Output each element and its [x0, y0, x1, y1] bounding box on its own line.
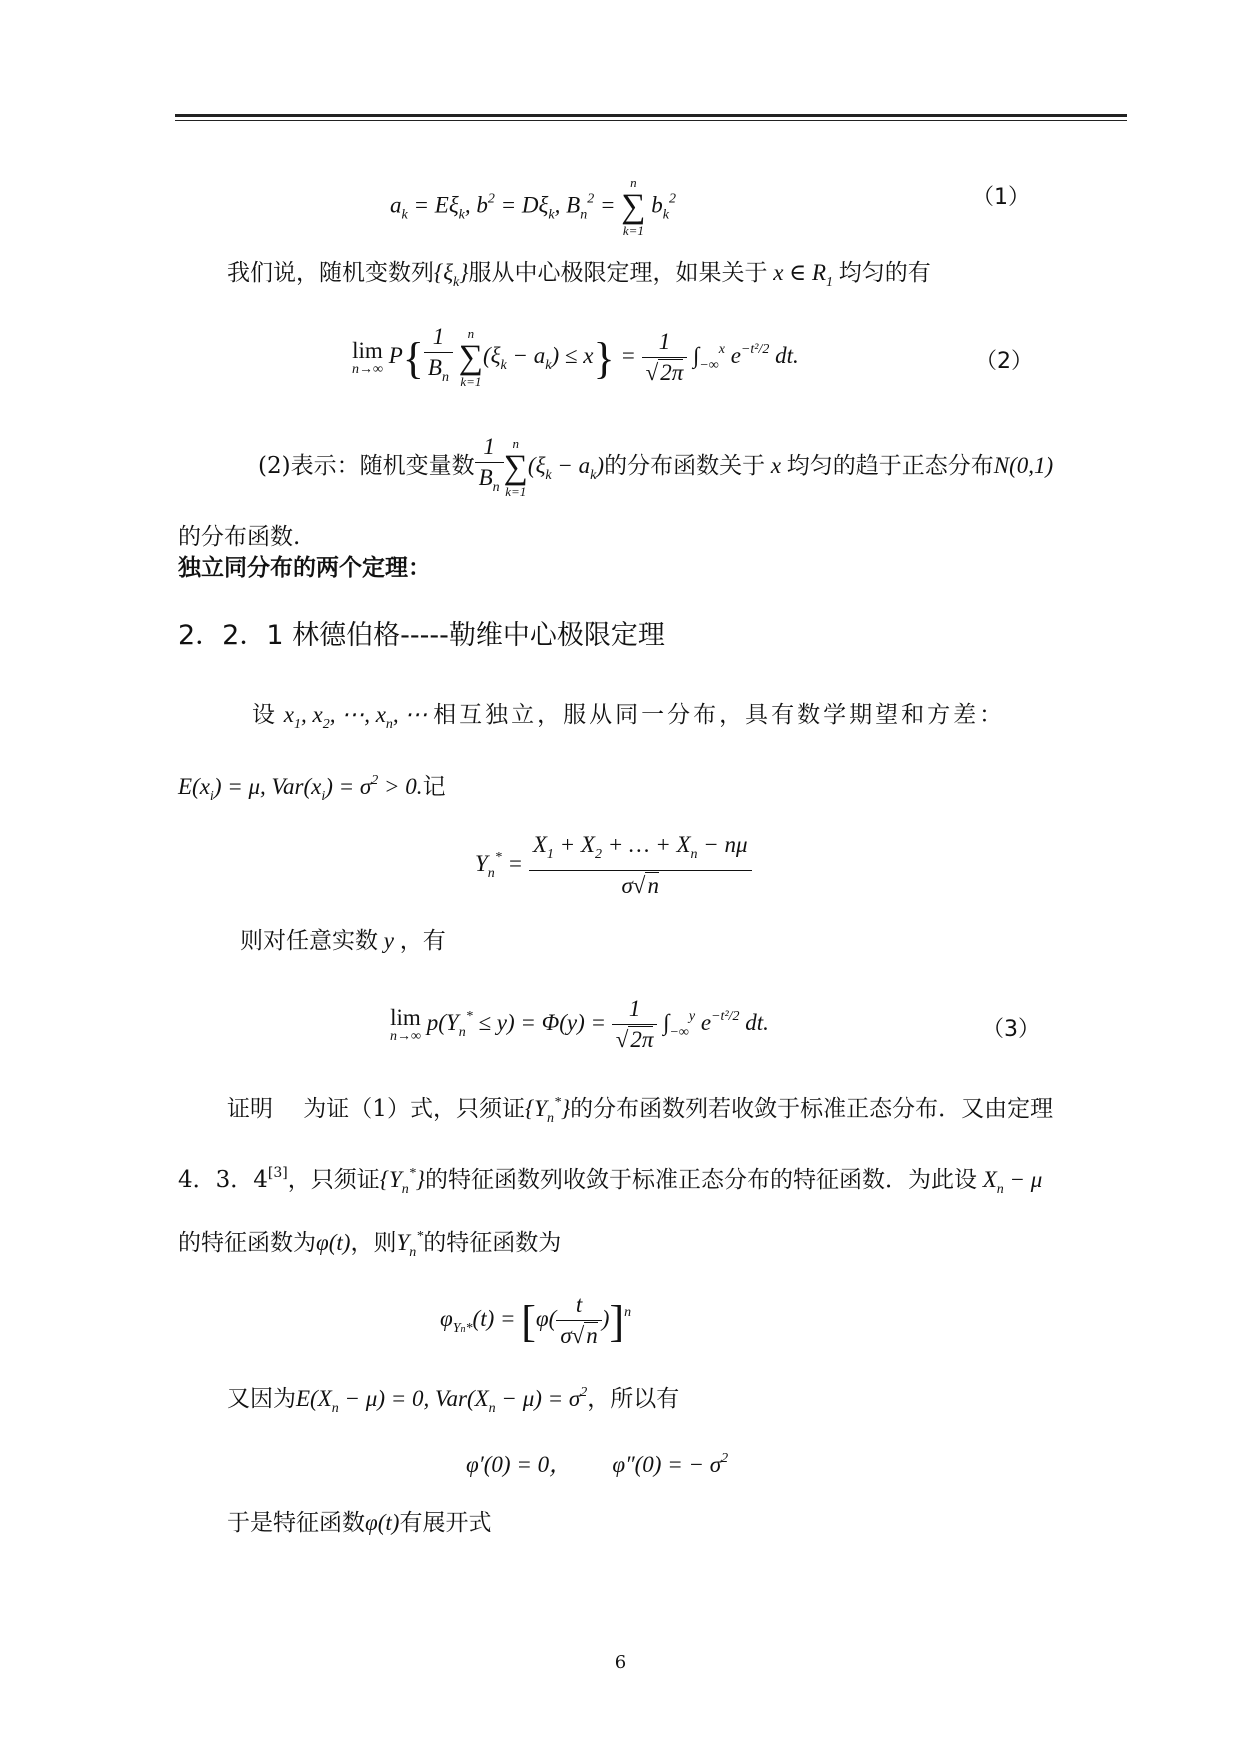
citation-ref: [3] [267, 1165, 288, 1181]
equation-number-2: （2） [975, 349, 1033, 374]
text-p7c: 的特征函数为 [423, 1230, 562, 1256]
text-p6a: 4．3．4 [178, 1167, 268, 1193]
text-p9b: 有展开式 [399, 1510, 492, 1536]
paragraph-moments: 又因为$E(X_n - \mu) = 0$, $Var(X_n - \mu) = \sigma^2$，所以有 [227, 1385, 680, 1416]
text-p5a: 证明 为证（1）式，只须证 [227, 1096, 525, 1122]
text-p2c: 均匀的趋于正态分布 [786, 452, 994, 479]
text-p3a: 设 [252, 702, 278, 728]
equation-yn-definition: $Y_n^*$ = $\frac{X_1 + X_2 + \dots + X_n - n\mu}{\sigma√n}$ [475, 830, 752, 901]
text-p7b: ，则 [350, 1230, 397, 1256]
paragraph-clt-definition: 我们说，随机变数列$\{\xi_k\}$服从中心极限定理，如果关于 x ∈ $R_1$ 均匀的有 [227, 260, 931, 290]
equation-number-3: （3） [982, 1017, 1040, 1042]
equation-number-1: （1） [972, 185, 1030, 210]
text-p2a: (2)表示：随机变量数 [258, 452, 475, 479]
text-p1c: 均匀的有 [838, 260, 931, 286]
paragraph-assumption-2: $E(x_i) = \mu$, $Var(x_i) = \sigma^2 > 0$.记 [178, 773, 446, 804]
equation-2: lim n→∞ P{ $\frac{1}{B_n}$ n ∑ k=1 $(\xi_k - a_k) \le x$} = $\frac{1}{√2\pi}$ $\int_{-\infty}^x$ $e^{-t^2/2}$ dt. [352, 324, 799, 389]
text-p8a: 又因为 [227, 1386, 296, 1412]
section-heading: 2．2．1 林德伯格-----勒维中心极限定理 [178, 620, 665, 651]
text-p6c: 的特征函数列收敛于标准正态分布的特征函数．为此设 [424, 1167, 977, 1193]
text-p1b: 服从中心极限定理，如果关于 [468, 260, 768, 286]
paragraph-proof-2: 4．3．4[3]，只须证$\{Y_n^*\}$的特征函数列收敛于标准正态分布的特征函数．为此设 $X_n - \mu$ [178, 1165, 1043, 1197]
page-number: 6 [614, 1652, 627, 1673]
paragraph-assumption: 设 $x_1$, $x_2$, ⋯, $x_n$, ⋯ 相互独立，服从同一分布，具有数学期望和方差： [252, 702, 1006, 732]
text-p8b: ，所以有 [587, 1386, 680, 1412]
text-p4b: ，有 [399, 928, 446, 954]
paragraph-proof: 证明 为证（1）式，只须证$\{Y_n^*\}$的分布函数列若收敛于标准正态分布．又由定理 [227, 1095, 1054, 1126]
text-p5b: 的分布函数列若收敛于标准正态分布．又由定理 [570, 1096, 1054, 1122]
paragraph-proof-3: 的特征函数为φ(t)，则$Y_n^*$的特征函数为 [178, 1229, 562, 1260]
header-rule-thin [175, 120, 1127, 121]
equation-phi-yn: $\varphi_{Yn*}(t) = [\varphi$( $\frac{t}{\sigma√n}$ )]$^n$ [440, 1292, 632, 1348]
paragraph-eq2-explanation: (2)表示：随机变量数 $\frac{1}{B_n}$ n ∑ k=1 $(\xi_k - a_k)$的分布函数关于 x 均匀的趋于正态分布N(0,1) [258, 434, 1054, 499]
equation-1: $a_k = E\xi_k$, $b^2 = D\xi_k$, $B_n^2$ = n ∑ k=1 $b_k^2$ [390, 175, 676, 238]
bold-subheading: 独立同分布的两个定理： [178, 555, 431, 581]
text-p9: 于是特征函数 [227, 1510, 365, 1536]
paragraph-expansion: 于是特征函数φ(t)有展开式 [227, 1510, 492, 1536]
text-p6b: ，只须证 [287, 1167, 380, 1193]
equation-phi-derivatives: φ′(0) = 0， φ″(0) = − $\sigma^2$ [466, 1451, 729, 1477]
equation-3: lim n→∞ $p(Y_n^* \le y) = \Phi(y)$ = $\frac{1}{√2\pi}$ $\int_{-\infty}^y$ $e^{-t^2/2}$ dt. [390, 996, 769, 1052]
text-p2b: 的分布函数关于 [604, 452, 766, 479]
paragraph-any-y: 则对任意实数 y ，有 [240, 928, 446, 954]
text-p2d: 的分布函数. [178, 524, 301, 550]
text-p7a: 的特征函数为 [178, 1230, 316, 1256]
text-p3b: 相互独立，服从同一分布，具有数学期望和方差： [433, 702, 1006, 728]
text-p4: 则对任意实数 [240, 928, 378, 954]
text-p1: 我们说，随机变数列 [227, 260, 434, 286]
header-rule-thick [175, 114, 1127, 117]
text-p3c: 记 [422, 774, 446, 800]
